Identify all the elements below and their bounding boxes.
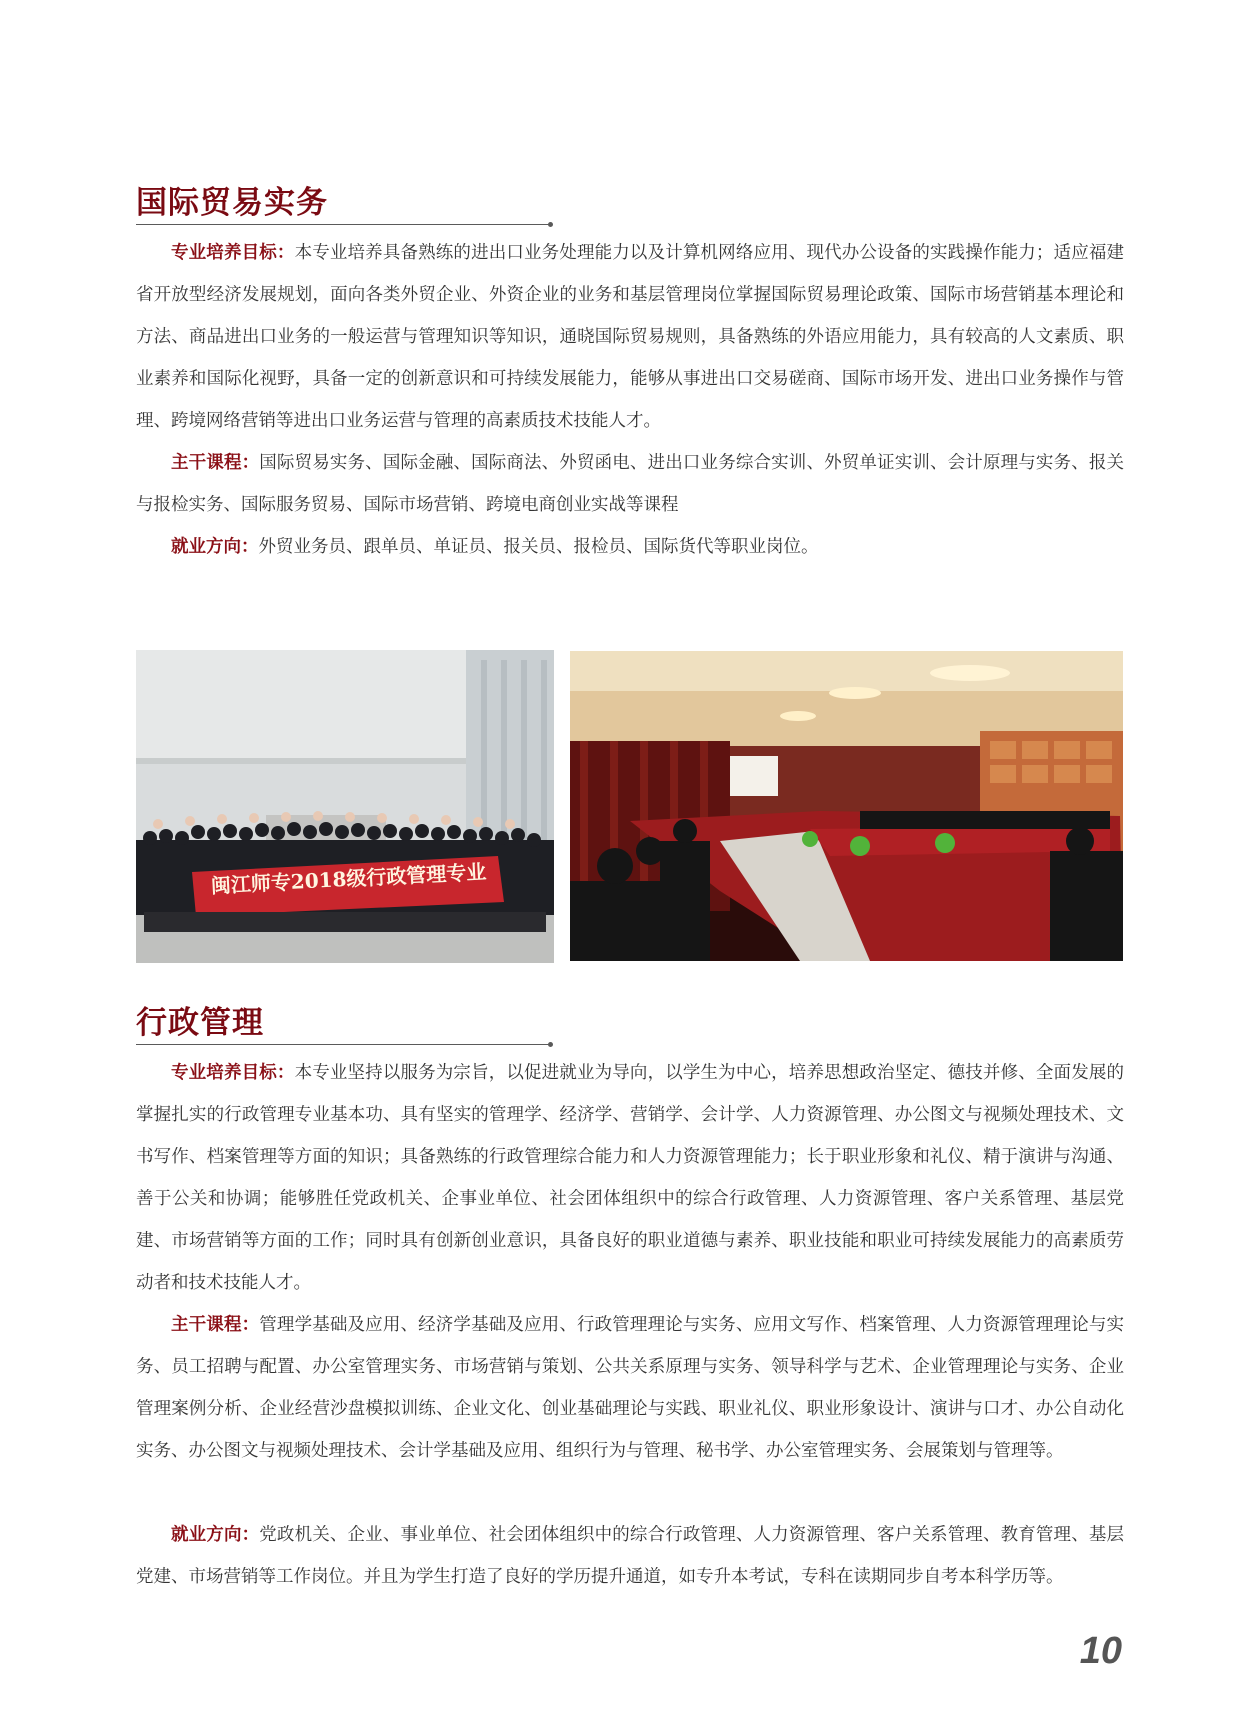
- label-careers: 就业方向：: [171, 537, 259, 557]
- label-courses: 主干课程：: [171, 453, 260, 473]
- photo-conference-room: [570, 651, 1123, 961]
- photo-group-banner: [136, 650, 554, 963]
- paragraph-courses: [136, 442, 1124, 526]
- paragraph-objective: [136, 1052, 1124, 1304]
- paragraph-careers: [136, 1514, 1124, 1598]
- page-number: 10: [1079, 1630, 1122, 1672]
- careers-text: 党政机关、企业、事业单位、社会团体组织中的综合行政管理、人力资源管理、客户关系管理、教育管理、基层党建、市场营销等工作岗位。并且为学生打造了良好的学历提升通道，如专升本考试，专科在读期同步自考本科学历等。: [136, 1525, 1125, 1587]
- title-underline: [136, 1044, 550, 1045]
- label-objective: 专业培养目标：: [171, 1063, 295, 1083]
- label-objective: 专业培养目标：: [171, 243, 295, 263]
- label-courses: 主干课程：: [171, 1315, 260, 1335]
- paragraph-objective: [136, 232, 1124, 442]
- careers-text: 外贸业务员、跟单员、单证员、报关员、报检员、国际货代等职业岗位。: [258, 537, 819, 557]
- label-careers: 就业方向：: [171, 1525, 260, 1545]
- paragraph-careers: [136, 526, 1124, 568]
- banner-text: 闽江师专2018级行政管理专业: [210, 859, 487, 899]
- section-title-admin: 行政管理: [136, 1005, 264, 1041]
- title-underline: [136, 224, 550, 225]
- courses-text: 国际贸易实务、国际金融、国际商法、外贸函电、进出口业务综合实训、外贸单证实训、会计原理与实务、报关与报检实务、国际服务贸易、国际市场营销、跨境电商创业实战等课程: [136, 453, 1125, 515]
- paragraph-courses: [136, 1304, 1124, 1472]
- section-title-trade: 国际贸易实务: [136, 185, 328, 221]
- objective-text: 本专业坚持以服务为宗旨，以促进就业为导向，以学生为中心，培养思想政治坚定、德技并修、全面发展的掌握扎实的行政管理专业基本功、具有坚实的管理学、经济学、营销学、会计学、人力资源管理、办公图文与视频处理技术、文书写作、档案管理等方面的知识；具备熟练的行政管理综合能力和人力资源管理能力；长于职业形象和礼仪、精于演讲与沟通、善于公关和协调；能够胜任党政机关、企事业单位、社会团体组织中的综合行政管理、人力资源管理、客户关系管理、基层党建、市场营销等方面的工作；同时具有创新创业意识，具备良好的职业道德与素养、职业技能和职业可持续发展能力的高素质劳动者和技术技能人才。: [136, 1063, 1125, 1293]
- courses-text: 管理学基础及应用、经济学基础及应用、行政管理理论与实务、应用文写作、档案管理、人力资源管理理论与实务、员工招聘与配置、办公室管理实务、市场营销与策划、公共关系原理与实务、领导科学与艺术、企业管理理论与实务、企业管理案例分析、企业经营沙盘模拟训练、企业文化、创业基础理论与实践、职业礼仪、职业形象设计、演讲与口才、办公自动化实务、办公图文与视频处理技术、会计学基础及应用、组织行为与管理、秘书学、办公室管理实务、会展策划与管理等。: [136, 1315, 1125, 1461]
- objective-text: 本专业培养具备熟练的进出口业务处理能力以及计算机网络应用、现代办公设备的实践操作能力；适应福建省开放型经济发展规划，面向各类外贸企业、外资企业的业务和基层管理岗位掌握国际贸易理论政策、国际市场营销基本理论和方法、商品进出口业务的一般运营与管理知识等知识，通晓国际贸易规则，具备熟练的外语应用能力，具有较高的人文素质、职业素养和国际化视野，具备一定的创新意识和可持续发展能力，能够从事进出口交易磋商、国际市场开发、进出口业务操作与管理、跨境网络营销等进出口业务运营与管理的高素质技术技能人才。: [136, 243, 1125, 431]
